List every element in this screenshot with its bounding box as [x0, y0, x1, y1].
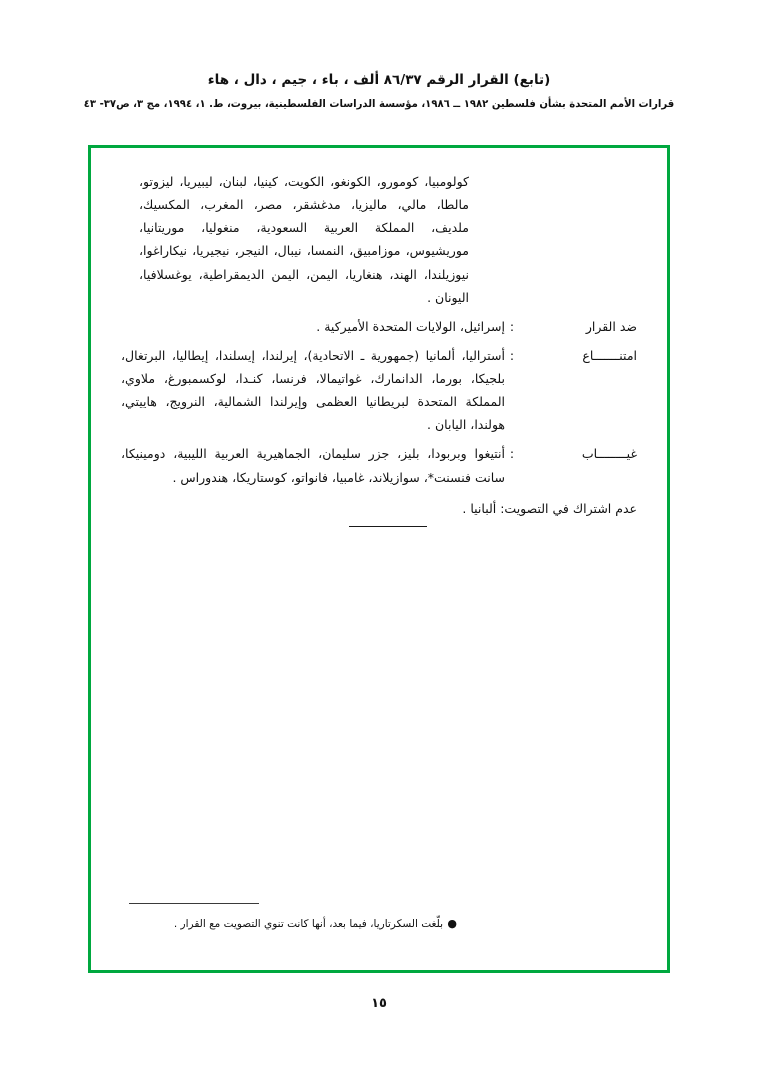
vote-colon-abstaining: :	[509, 347, 515, 363]
vote-list-against: إسرائيل، الولايات المتحدة الأميركية .	[316, 318, 505, 334]
page-source-citation: قرارات الأمم المتحدة بشأن فلسطين ١٩٨٢ ــ ١٩٨٦، مؤسسة الدراسات الفلسطينية، بيروت، ط. ١، ١٩٩٤، مج ٣، ص٣٧- ٤٣	[83, 98, 675, 111]
vote-list-absent: أنتيغوا وبربودا، بليز، جزر سليمان، الجماهيرية العربية الليبية، دومينيكا، سانت فنسنت*، سوازيلاند، غامبيا، فانواتو، كوستاريكا، هندوراس .	[121, 446, 505, 485]
vote-label-absent: غيــــــــاب	[581, 446, 637, 462]
footnote-separator-rule	[129, 903, 259, 904]
footnote-area	[121, 903, 637, 934]
section-divider-rule	[349, 526, 427, 527]
vote-colon-absent: :	[509, 446, 515, 462]
countries-in-favour-continued: كولومبيا، كومورو، الكونغو، الكويت، كينيا، لبنان، ليبيريا، ليزوتو، مالطا، مالي، ماليزيا، مدغشقر، مصر، المغرب، المكسيك، ملديف، المملكة العربية السعودية، منغوليا، موريتانيا، موريشيوس، موزامبيق، النمسا، نيبال، النيجر، نيجيريا، نيكاراغوا، نيوزيلندا، الهند، هنغاريا، اليمن، اليمن الديمقراطية، يوغسلافيا، اليونان .	[139, 174, 469, 305]
vote-label-against: ضد القرار	[585, 318, 637, 334]
vote-row-abstaining	[121, 344, 637, 437]
vote-row-absent	[121, 442, 637, 488]
vote-label-abstaining: امتنـــــــاع	[582, 347, 637, 363]
page-title: (تابع) القرار الرقم ٨٦/٣٧ ألف ، باء ، جيم ، دال ، هاء	[207, 72, 551, 88]
page-number: ١٥	[371, 996, 387, 1011]
non-participation-line: عدم اشتراك في التصويت: ألبانيا .	[462, 500, 637, 516]
vote-row-against	[121, 315, 637, 338]
resolution-body	[121, 170, 637, 527]
footnote-item	[121, 916, 637, 934]
vote-list-abstaining: أستراليا، ألمانيا (جمهورية ـ الاتحادية)، إيرلندا، إيسلندا، إيطاليا، البرتغال، بلجيكا، بورما، الدانمارك، غواتيمالا، فرنسا، كنـدا، لوكسمبورغ، ملاوي، المملكة المتحدة لبريطانيا العظمى وإيرلندا الشمالية، النرويج، هاييتي، هولندا، اليابان .	[121, 347, 505, 433]
bullet-icon: ●	[447, 917, 457, 931]
footnote-text: بلّغت السكرتاريا، فيما بعد، أنها كانت تنوي التصويت مع القرار .	[173, 918, 443, 931]
vote-colon-against: :	[509, 318, 515, 334]
page-header	[0, 70, 758, 113]
content-frame	[88, 145, 670, 973]
